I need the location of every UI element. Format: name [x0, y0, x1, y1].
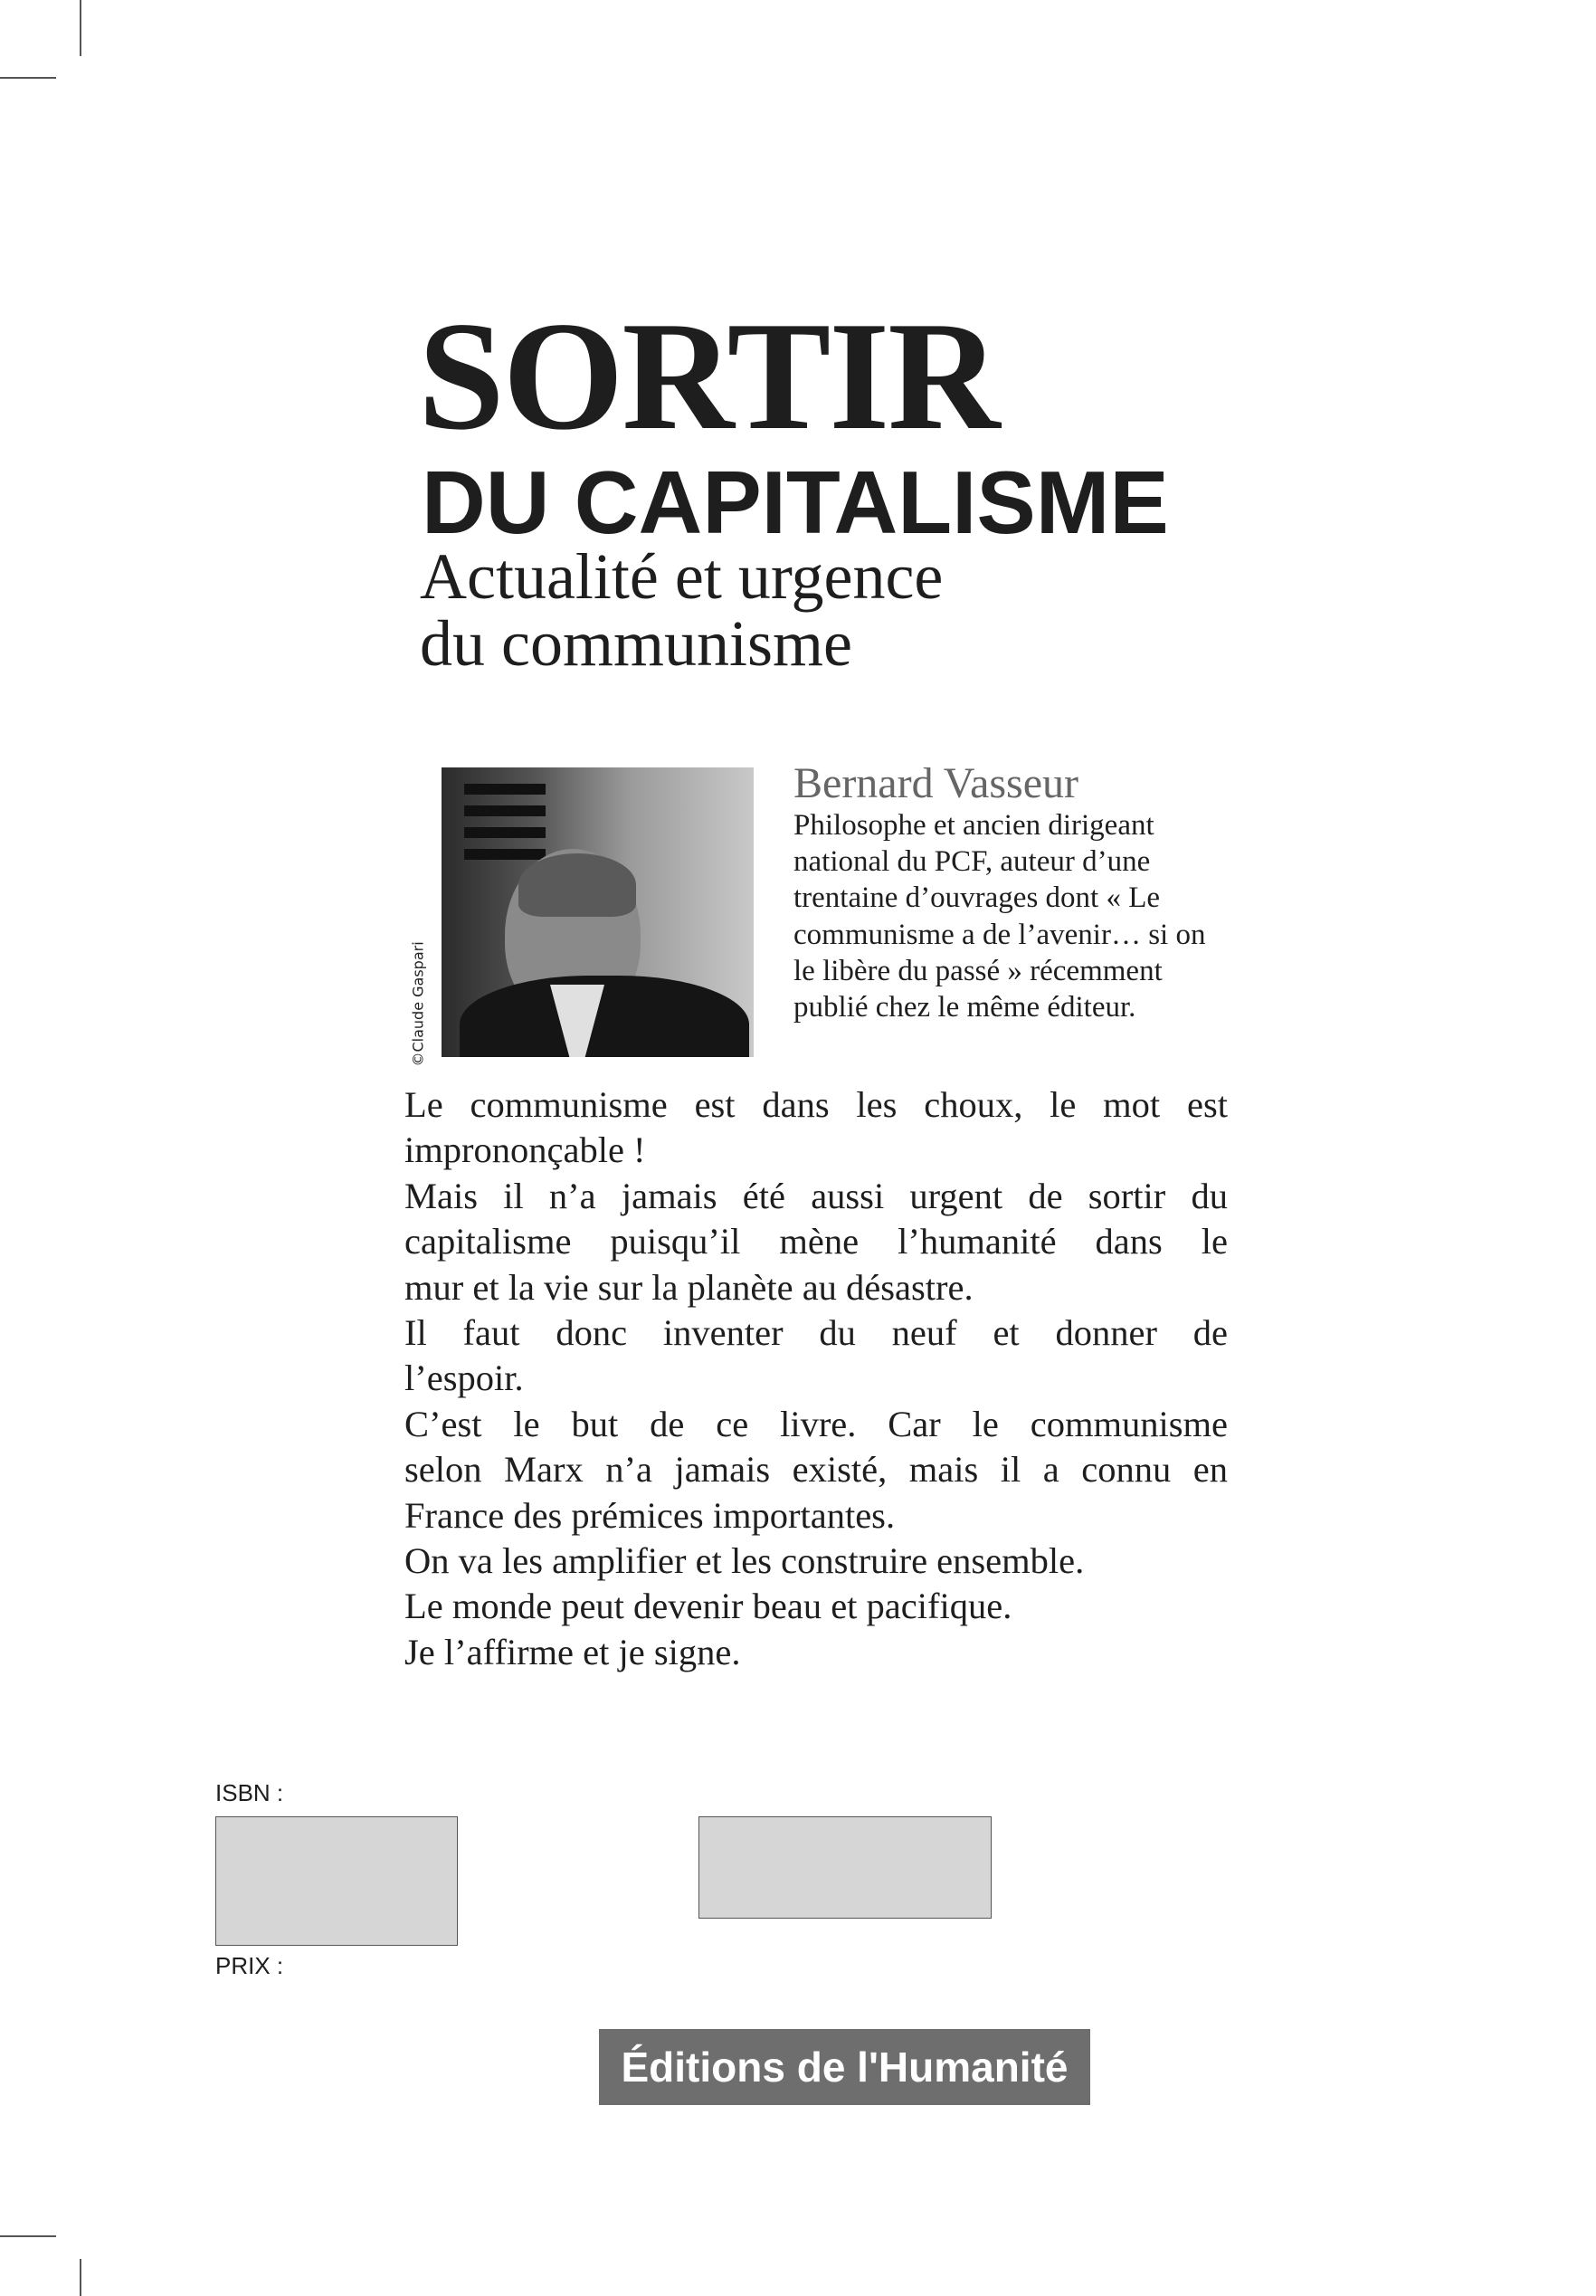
- subtitle-line-1: Actualité et urgence: [420, 540, 944, 613]
- text-line: mur et la vie sur la planète au désastre.: [404, 1266, 974, 1308]
- bio-line: communisme a de l’avenir… si on: [793, 918, 1206, 951]
- bio-line: national du PCF, auteur d’une: [793, 845, 1151, 879]
- paragraph: [404, 1174, 1228, 1310]
- text-line: selon Marx n’a jamais existé, mais il a connu en: [404, 1449, 1228, 1491]
- crop-mark-top-horizontal: [0, 77, 56, 79]
- text-line: Le monde peut devenir beau et pacifique.: [404, 1586, 1012, 1627]
- paragraph: [404, 1402, 1228, 1539]
- isbn-label: ISBN :: [215, 1779, 284, 1806]
- bio-line: Philosophe et ancien dirigeant: [793, 809, 1154, 842]
- isbn-barcode-placeholder: [215, 1816, 458, 1946]
- bio-line: publié chez le même éditeur.: [793, 991, 1136, 1024]
- paragraph: [404, 1082, 1228, 1174]
- paragraph: [404, 1584, 1228, 1629]
- price-label: PRIX :: [215, 1952, 284, 1979]
- barcode-placeholder: [698, 1816, 992, 1919]
- back-cover-text: [404, 1082, 1228, 1675]
- crop-mark-bottom-horizontal: [0, 2235, 56, 2237]
- author-bio: [793, 807, 1264, 1025]
- paragraph: [404, 1539, 1228, 1584]
- text-line: capitalisme puisqu’il mène l’humanité dans le: [404, 1221, 1228, 1262]
- text-line: imprononçable !: [404, 1129, 646, 1171]
- text-line: France des prémices importantes.: [404, 1494, 896, 1536]
- text-line: Le communisme est dans les choux, le mot est: [404, 1084, 1228, 1125]
- paragraph: [404, 1630, 1228, 1675]
- crop-mark-top-vertical: [80, 0, 81, 56]
- subtitle-line-2: du communisme: [420, 607, 852, 680]
- author-name: Bernard Vasseur: [793, 759, 1079, 807]
- subtitle: [420, 540, 944, 680]
- title-line-1: SORTIR: [418, 291, 999, 462]
- text-line: Il faut donc inventer du neuf et donner de: [404, 1312, 1228, 1354]
- text-line: On va les amplifier et les construire ensemble.: [404, 1540, 1085, 1582]
- title-line-2: DU CAPITALISME: [422, 453, 1169, 552]
- author-photo: [442, 767, 754, 1057]
- text-line: Je l’affirme et je signe.: [404, 1631, 741, 1672]
- paragraph: [404, 1310, 1228, 1402]
- text-line: Mais il n’a jamais été aussi urgent de sortir du: [404, 1175, 1228, 1216]
- bio-line: trentaine d’ouvrages dont « Le: [793, 881, 1161, 915]
- text-line: l’espoir.: [404, 1358, 524, 1399]
- bio-line: le libère du passé » récemment: [793, 954, 1163, 987]
- text-line: C’est le but de ce livre. Car le communisme: [404, 1403, 1228, 1444]
- crop-mark-bottom-vertical: [80, 2259, 81, 2296]
- photo-credit: ©Claude Gaspari: [409, 941, 427, 1067]
- publisher-logo: Éditions de l'Humanité: [599, 2029, 1090, 2105]
